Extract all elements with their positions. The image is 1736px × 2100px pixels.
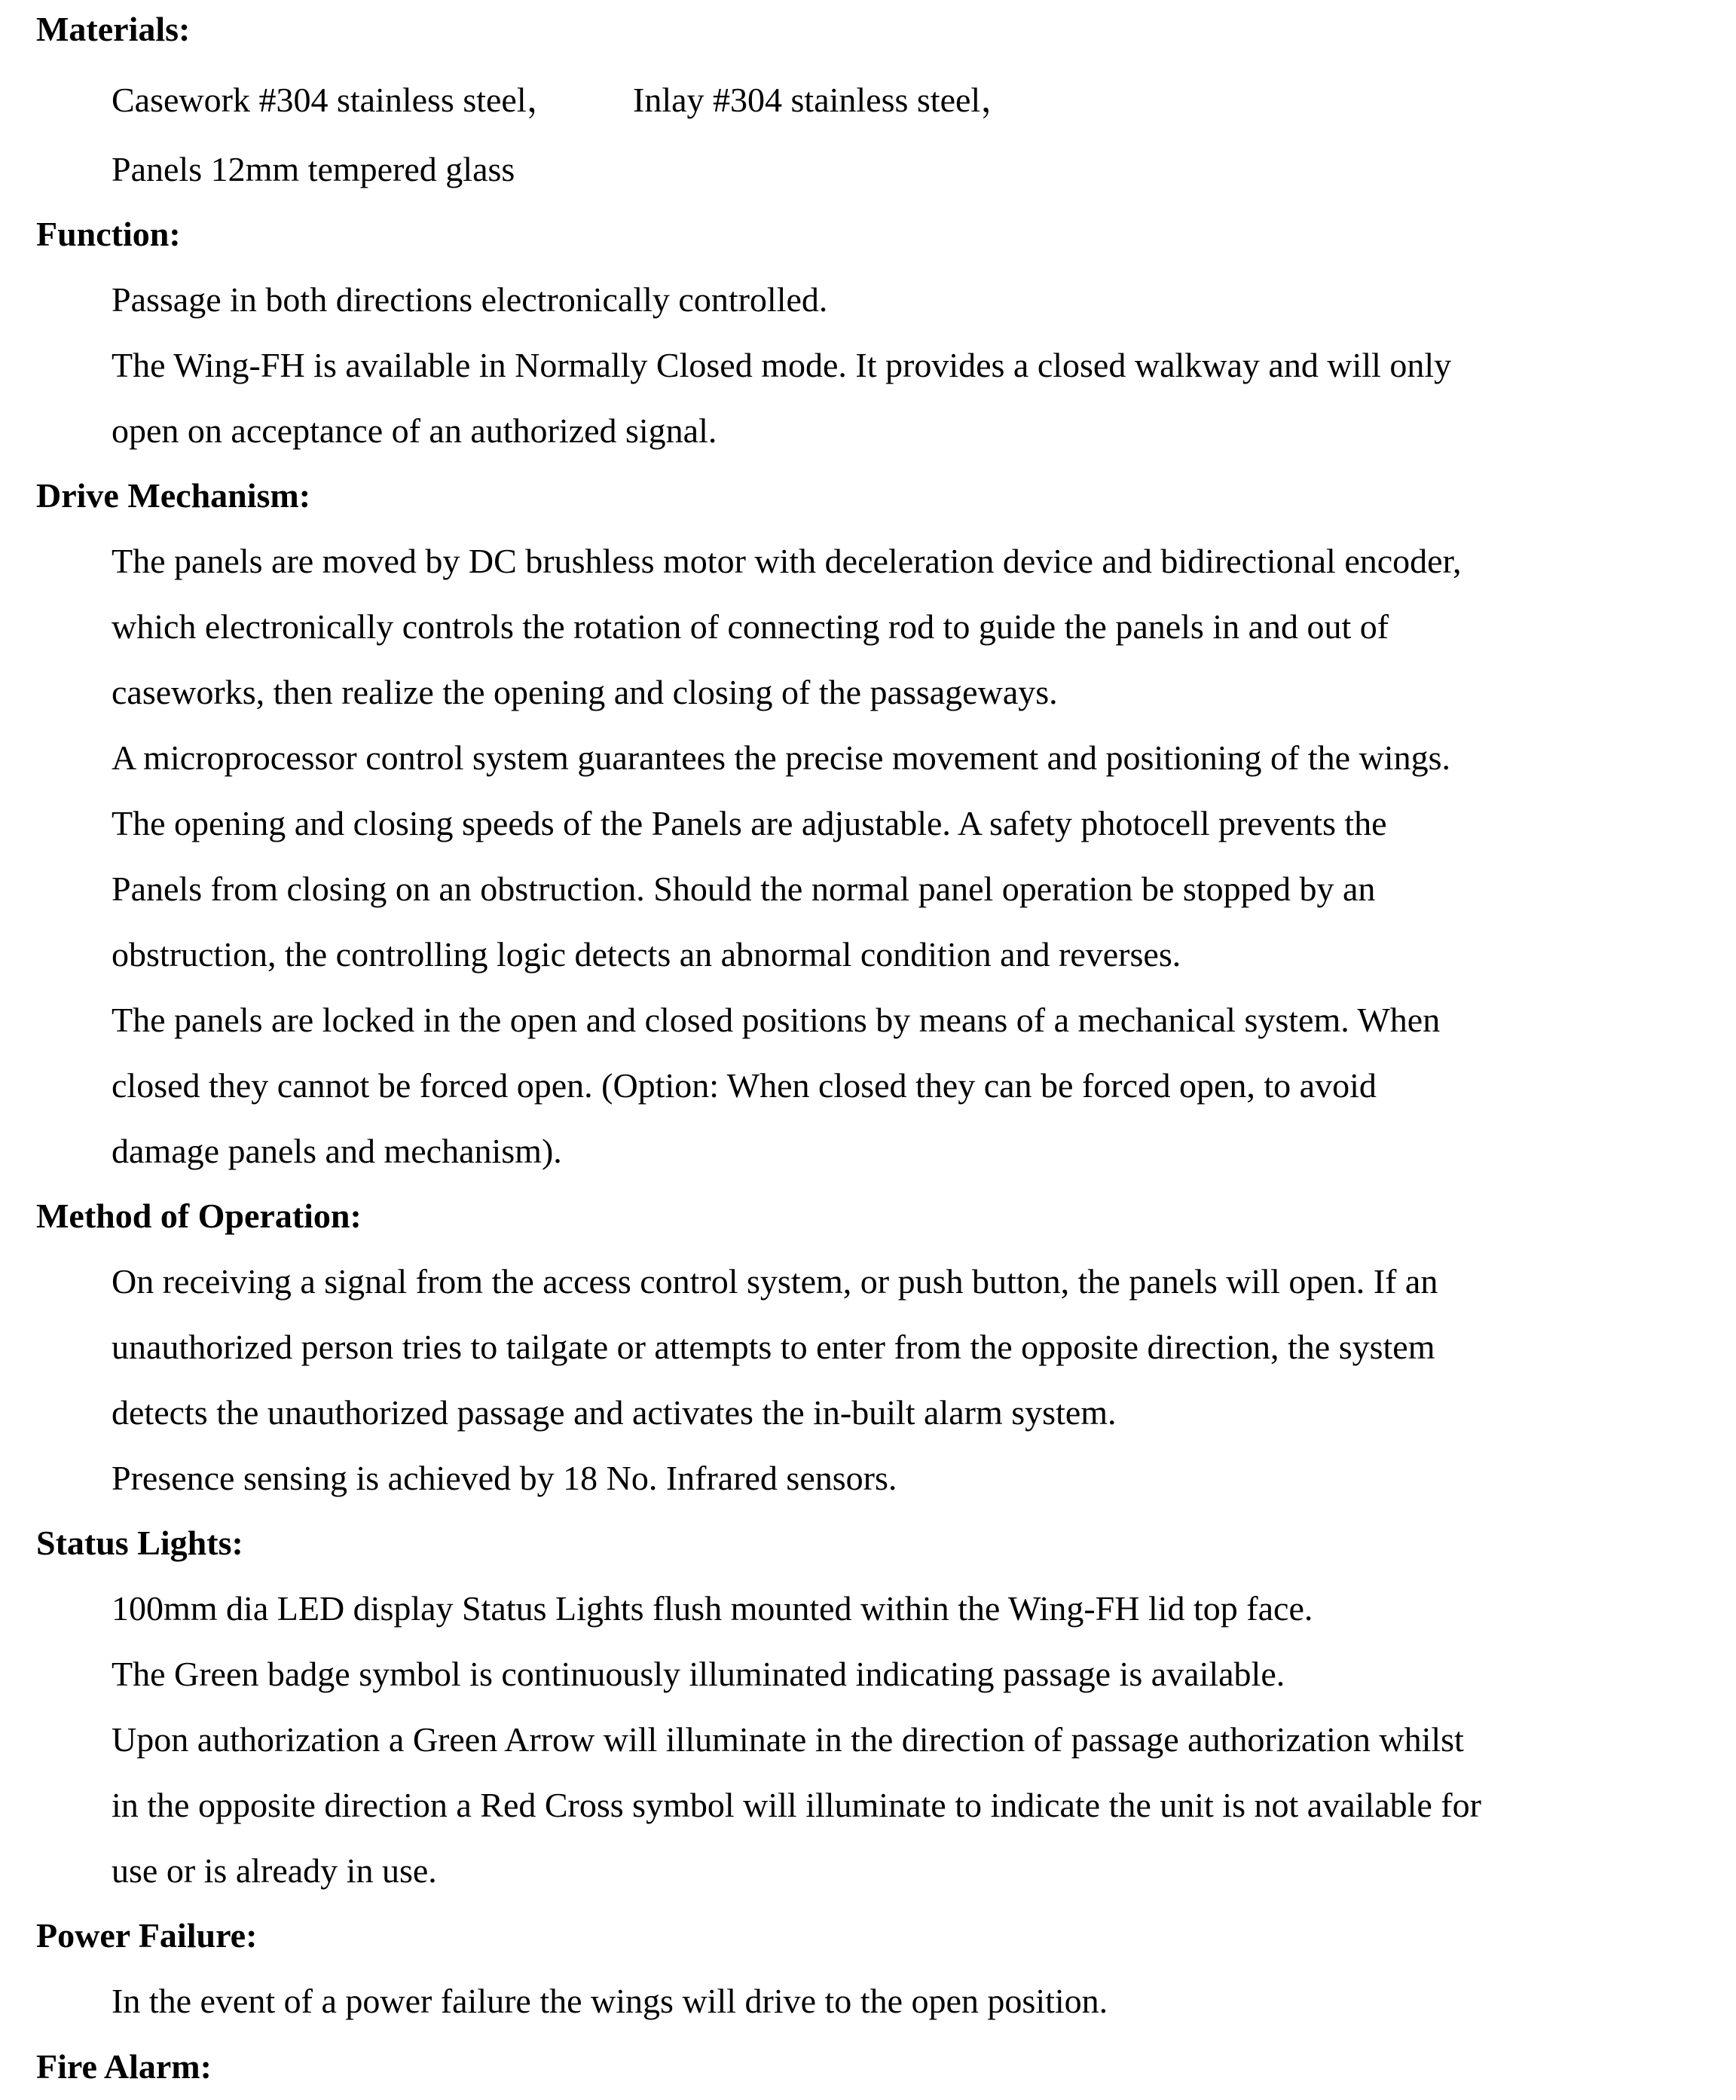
power-failure-line: In the event of a power failure the wings will drive to the open position.: [112, 1982, 1108, 2020]
materials-line-casework: Casework #304 stainless steel，: [112, 81, 561, 119]
section-heading-drive-mechanism: Drive Mechanism:: [36, 476, 311, 515]
status-lights-line: Upon authorization a Green Arrow will illuminate in the direction of passage authorization whilst: [112, 1720, 1464, 1759]
drive-mechanism-line: damage panels and mechanism).: [112, 1132, 562, 1170]
status-lights-line: 100mm dia LED display Status Lights flush mounted within the Wing-FH lid top face.: [112, 1589, 1313, 1628]
materials-line-panels: Panels 12mm tempered glass: [112, 150, 515, 188]
drive-mechanism-line: closed they cannot be forced open. (Option: When closed they can be forced open, to avoid: [112, 1066, 1377, 1105]
drive-mechanism-line: caseworks, then realize the opening and closing of the passageways.: [112, 673, 1058, 711]
method-of-operation-line: detects the unauthorized passage and activates the in-built alarm system.: [112, 1393, 1117, 1432]
section-heading-method-of-operation: Method of Operation:: [36, 1197, 362, 1235]
function-line: open on acceptance of an authorized signal.: [112, 411, 717, 450]
method-of-operation-line: Presence sensing is achieved by 18 No. Infrared sensors.: [112, 1459, 897, 1497]
drive-mechanism-line: The panels are moved by DC brushless motor with deceleration device and bidirectional encoder,: [112, 542, 1462, 580]
status-lights-line: use or is already in use.: [112, 1851, 437, 1890]
drive-mechanism-line: Panels from closing on an obstruction. Should the normal panel operation be stopped by an: [112, 870, 1376, 908]
function-line: The Wing-FH is available in Normally Closed mode. It provides a closed walkway and will only: [112, 346, 1452, 384]
method-of-operation-line: unauthorized person tries to tailgate or attempts to enter from the opposite direction, the system: [112, 1328, 1435, 1366]
section-heading-status-lights: Status Lights:: [36, 1524, 243, 1562]
drive-mechanism-line: The panels are locked in the open and closed positions by means of a mechanical system. When: [112, 1001, 1441, 1039]
function-line: Passage in both directions electronically controlled.: [112, 280, 828, 319]
drive-mechanism-line: The opening and closing speeds of the Panels are adjustable. A safety photocell prevents the: [112, 804, 1387, 842]
section-heading-power-failure: Power Failure:: [36, 1916, 258, 1955]
status-lights-line: The Green badge symbol is continuously illuminated indicating passage is available.: [112, 1655, 1285, 1693]
drive-mechanism-line: which electronically controls the rotation of connecting rod to guide the panels in and out of: [112, 607, 1389, 646]
materials-line-inlay: Inlay #304 stainless steel，: [633, 81, 1016, 119]
method-of-operation-line: On receiving a signal from the access control system, or push button, the panels will open. If an: [112, 1262, 1438, 1301]
drive-mechanism-line: A microprocessor control system guarantees the precise movement and positioning of the wings.: [112, 738, 1450, 777]
section-heading-function: Function:: [36, 215, 181, 253]
drive-mechanism-line: obstruction, the controlling logic detects an abnormal condition and reverses.: [112, 935, 1181, 974]
status-lights-line: in the opposite direction a Red Cross symbol will illuminate to indicate the unit is not available for: [112, 1786, 1481, 1824]
section-heading-materials: Materials:: [36, 10, 191, 48]
section-heading-fire-alarm: Fire Alarm:: [36, 2047, 212, 2086]
